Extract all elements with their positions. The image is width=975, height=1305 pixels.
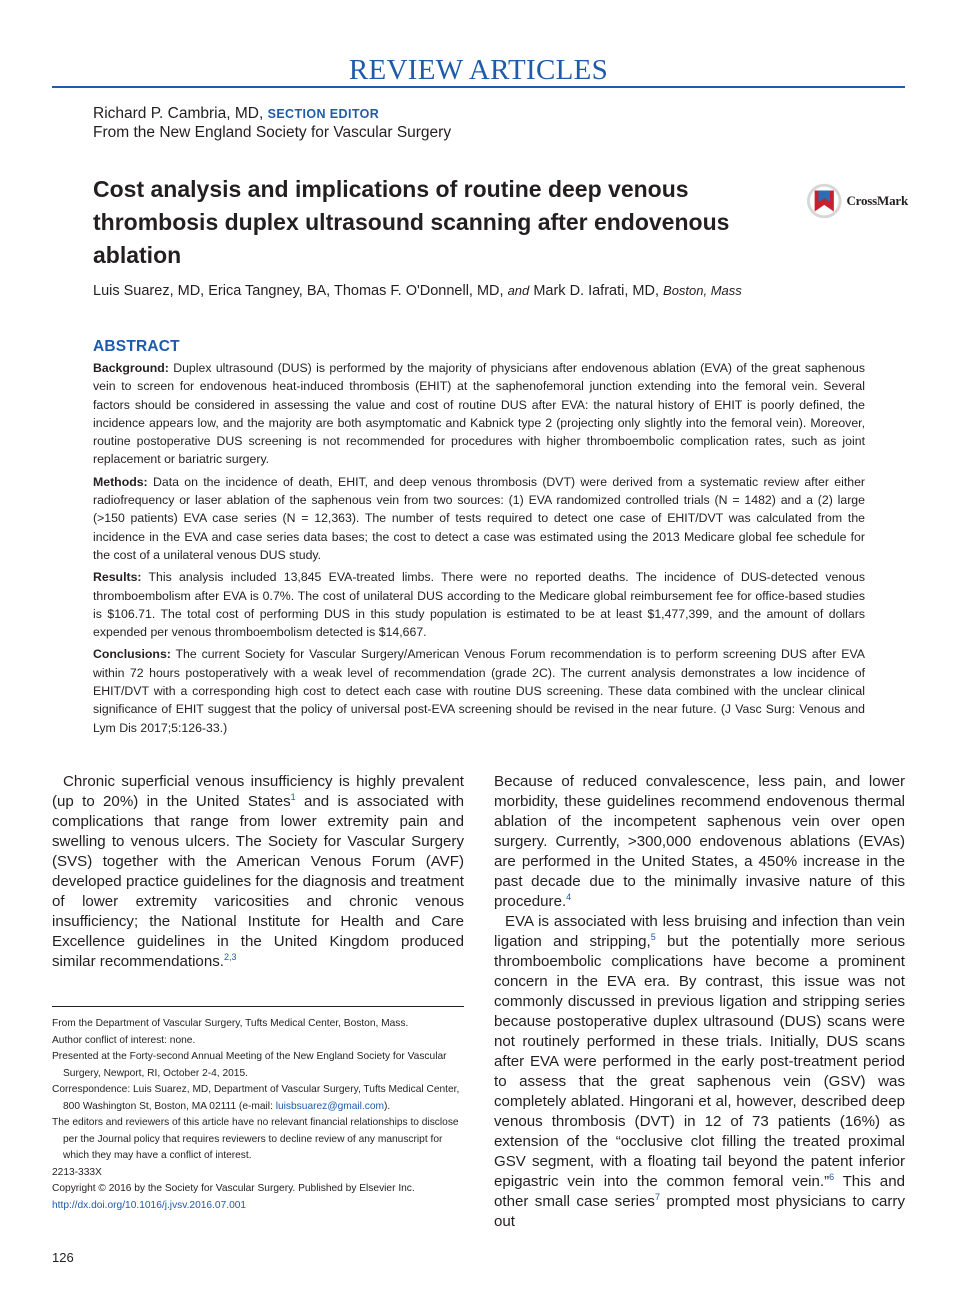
abstract-background [93, 359, 865, 469]
conclusions-text: The current Society for Vascular Surgery/American Venous Forum recommendation is to perform screening DUS after EVA within 72 hours postoperatively with a weak level of recommendation (grade 2C). The current analysis demonstrates a low incidence of EHIT/DVT with a corresponding high cost to detect each case with routine DUS screening. These data combined with the unclear clinical significance of EHIT suggest that the policy of universal post-EVA screening should be revised in the near future. (J Vasc Surg: Venous and Lym Dis 2017;5:126-33.) [93, 647, 866, 735]
abstract-conclusions [93, 645, 865, 736]
citation-link[interactable]: 2,3 [223, 952, 237, 962]
authors-list: Luis Suarez, MD, Erica Tangney, BA, Thomas F. O'Donnell, MD, [93, 283, 504, 299]
footnote-conflict: Author conflict of interest: none. [52, 1034, 196, 1046]
correspondence-end: ). [384, 1100, 391, 1112]
body-text: Chronic superficial venous insufficiency is highly prevalent (up to 20%) in the United States [52, 773, 464, 810]
abstract-methods [93, 473, 865, 564]
background-label: Background: [93, 361, 169, 375]
email-link[interactable]: luisbsuarez@gmail.com [275, 1100, 385, 1112]
methods-label: Methods: [93, 474, 148, 489]
article-title: Cost analysis and implications of routine deep venous thrombosis duplex ultrasound scanning after endovenous ablation [93, 176, 730, 268]
editor-name: Richard P. Cambria, MD, [93, 105, 264, 122]
abstract-block [93, 338, 865, 741]
crossmark-label: CrossMark [846, 193, 908, 208]
section-label: REVIEW ARTICLES [348, 54, 609, 86]
footnote-rule [52, 1006, 464, 1007]
body-text: but the potentially more serious thromboembolic complications have become a prominent concern in the EVA era. By contrast, this issue was not commonly discussed in previous ligation and stripping series because postoperative duplex ultrasound (DUS) scans were not routinely performed in these trials. Initially, DUS scans after EVA were performed in the early post-treatment period to assess that the great saphenous vein (GSV) was completely ablated. Hingorani et al, however, described deep venous thrombosis (DVT) in 12 of 73 patients (16%) as extension of the “occlusive clot filling the treated proximal GSV segment, with a floating tail beyond the patent inferior epigastric vein into the common femoral vein.” [494, 933, 905, 1190]
crossmark-badge[interactable] [806, 180, 908, 222]
citation-link[interactable]: 5 [650, 932, 656, 942]
page-number: 126 [52, 1250, 74, 1265]
authors-and: and [507, 283, 530, 298]
abstract-results [93, 568, 865, 641]
footnote-copyright: Copyright © 2016 by the Society for Vascular Surgery. Published by Elsevier Inc. [52, 1183, 415, 1194]
citation-link[interactable]: 7 [654, 1192, 660, 1202]
conclusions-label: Conclusions: [93, 647, 171, 662]
results-label: Results: [93, 570, 142, 585]
footnote-issn: 2213-333X [52, 1166, 102, 1178]
section-editor [93, 104, 379, 124]
citation-link[interactable]: 6 [829, 1172, 835, 1182]
methods-text: Data on the incidence of death, EHIT, and deep venous thrombosis (DVT) were derived from a systematic review after either radiofrequency or laser ablation of the saphenous vein from two sources: (1) EVA randomized controlled trials (N = 1482) and a (2) large (>150 patients) EVA case series (N = 12,363). The number of tests required to detect one case of EHIT/DVT was calculated from the incidence in the EVA and case series data bases; the cost to detect a case was estimated using the 2013 Medicare global fee schedule for the cost of a unilateral venous DUS study. [93, 474, 866, 562]
correspondence-text: Correspondence: Luis Suarez, MD, Department of Vascular Surgery, Tufts Medical Center, 800 Washington St, Boston, MA 02111 (e-mail: [52, 1084, 460, 1112]
footnote-correspondence [52, 1082, 464, 1115]
society-line: From the New England Society for Vascular Surgery [93, 124, 452, 141]
author-line [93, 283, 742, 299]
editor-role: SECTION EDITOR [267, 107, 380, 121]
crossmark-icon [806, 182, 842, 220]
body-text: This and other small case series [494, 1173, 905, 1210]
authors-last: Mark D. Iafrati, MD, [533, 283, 659, 299]
body-text: Because of reduced convalescence, less pain, and lower morbidity, these guidelines recommend endovenous thermal ablation of the incompetent saphenous vein over open surgery. Currently, >300,000 endovenous ablations (EVAs) are performed in the United States, a 450% increase in the past decade due to the minimally invasive nature of this procedure. [494, 773, 905, 910]
footnotes [52, 1016, 464, 1214]
header-rule [52, 86, 905, 88]
body-text: and is associated with complications that range from lower extremity pain and swelling to venous ulcers. The Society for Vascular Surgery (SVS) together with the American Venous Forum (AVF) developed practice guidelines for the diagnosis and treatment of lower extremity varicosities and chronic venous insufficiency; the National Institute for Health and Care Excellence guidelines in the United Kingdom produced similar recommendations. [52, 793, 464, 970]
body-text: EVA is associated with less bruising and infection than vein ligation and stripping, [494, 913, 905, 950]
footnote-affiliation: From the Department of Vascular Surgery, Tufts Medical Center, Boston, Mass. [52, 1018, 409, 1029]
doi-link[interactable]: http://dx.doi.org/10.1016/j.jvsv.2016.07.001 [52, 1199, 247, 1211]
body-text: prompted most physicians to carry out [494, 1193, 905, 1230]
body-paragraph [494, 772, 905, 912]
body-paragraph [52, 772, 464, 972]
background-text: Duplex ultrasound (DUS) is performed by the majority of physicians after endovenous ablation (EVA) of the great saphenous vein to screen for endovenous heat-induced thrombosis (EHIT) at the saphenofemoral junction extending into the femoral vein. Several factors should be considered in assessing the value and cost of routine DUS after EVA: the natural history of EHIT is poorly defined, the incidence appears low, and the majority are both asymptomatic and Kabnick type 2 (projecting only slightly into the femoral vein). Moreover, routine postoperative DUS screening is not recommended for procedures with higher thromboembolic complication rates, such as joint replacement or bariatric surgery. [93, 361, 865, 467]
abstract-heading: ABSTRACT [93, 338, 180, 355]
citation-link[interactable]: 1 [290, 792, 296, 802]
body-column-left [52, 772, 464, 972]
footnote-disclosure: The editors and reviewers of this article have no relevant financial relationships to disclose per the Journal policy that requires reviewers to decline review of any manuscript for which they may have a conflict of interest. [52, 1117, 459, 1161]
results-text: This analysis included 13,845 EVA-treated limbs. There were no reported deaths. The incidence of DUS-detected venous thromboembolism after EVA is 0.7%. The cost of unilateral DUS according to the Medicare global reimbursement fee for office-based studies is $106.71. The total cost of performing DUS in this study population is estimated to be at least $1,477,399, and the amount of dollars expended per venous thromboembolism detected is $14,667. [93, 570, 865, 640]
body-column-right [494, 772, 905, 1232]
citation-link[interactable]: 4 [566, 892, 572, 902]
footnote-presented: Presented at the Forty-second Annual Meeting of the New England Society for Vascular Surgery, Newport, RI, October 2-4, 2015. [52, 1051, 447, 1079]
body-paragraph [494, 912, 905, 1232]
author-location: Boston, Mass [663, 283, 742, 298]
